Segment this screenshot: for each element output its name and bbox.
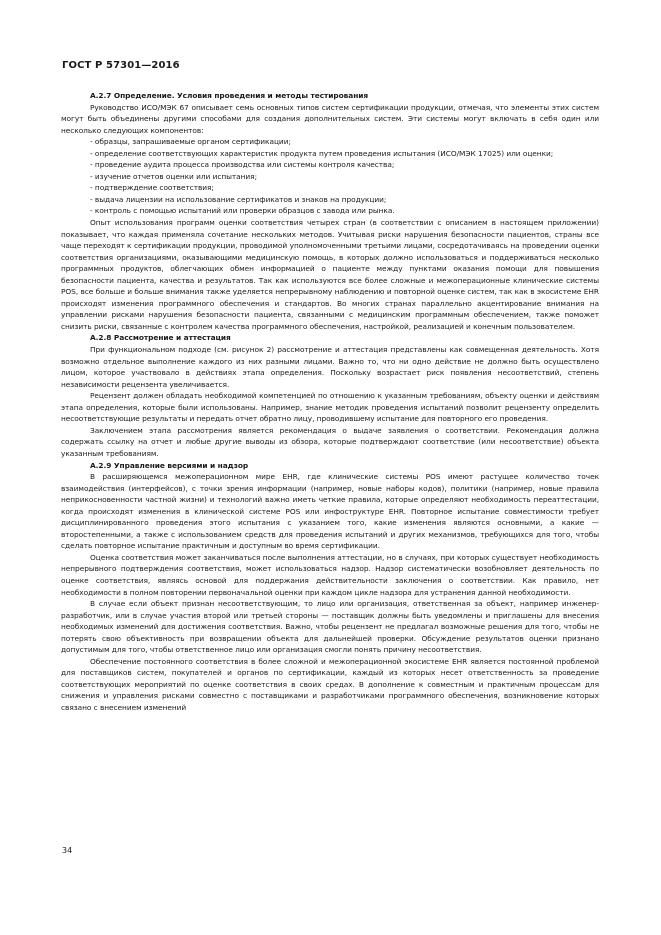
list-item: - контроль с помощью испытаний или проверки образцов с завода или рынка. [90, 206, 395, 216]
paragraph: Заключением этапа рассмотрения является рекомендация о выдаче заявления о соответствии. Рекомендация должна содержать ссылку на отчет и любые другие выводы из обзора, которые подтверждают соответствие (или несоответствие) объекта указанным требованиям. [61, 425, 599, 458]
paragraph: Руководство ИСО/МЭК 67 описывает семь основных типов систем сертификации продукции, отмечая, что элементы этих систем могут быть объединены другими способами для создания дополнительных систем. Эти системы могут включать в себя один или несколько следующих компонентов: [61, 102, 599, 135]
paragraph: В расширяющемся межоперационном мире EHR, где клинические системы POS имеют растущее количество точек взаимодействия (интерфейсов), с точки зрения информации (например, новые наборы кодов), политики (например, новые правила неприкосновенности частной жизни) и технологий важно иметь четкие правила, которые определяют необходимость переаттестации, когда происходят изменения в клинической системе POS или инфоструктуре EHR. Повторное испытание совместимости требует дисциплинированного проведения этого испытания с указанием того, какие изменения являются основными, а какие — второстепенными, а также с использованием средств для проведения испытаний и других механизмов, требующихся для того, чтобы сделать повторное испытание практичным и доступным во время сертификации. [61, 472, 599, 551]
paragraph: Опыт использования программ оценки соответствия четырех стран (в соответствии с описанием в настоящем приложении) показывает, что каждая применяла сочетание нескольких методов. Учитывая риски нарушения безопасности пациентов, страны все чаще переходят к сертификации продукции, проводимой уполномоченными третьими лицами, сосредотачиваясь на проведении оценки соответствия организациями, оказывающими медицинскую помощь, в которых должно использоваться и поддерживаться несколько программных продуктов, облегчающих обмен информацией о пациенте между пунктами оказания помощи для повышения безопасности пациента, качества и результатов. Так как используются все более сложные и межоперационные клинические системы POS, все больше и больше внимания также уделяется непрерывному наблюдению и повторной оценке систем, так как в экосистеме EHR происходят изменения программного обеспечения и стандартов. Во многих странах параллельно акцентирование внимания на управлении рисками нарушения безопасности пациента, связанными с медицинским программным обеспечением, также поможет снизить риски, связанные с контролем качества программного обеспечения, настройкой, реализацией и конечным пользователем. [61, 218, 599, 331]
document-body [61, 90, 599, 714]
page-number: 34 [62, 846, 73, 855]
section-heading: А.2.8 Рассмотрение и аттестация [90, 333, 231, 343]
paragraph: При функциональном подходе (см. рисунок 2) рассмотрение и аттестация представлены как совмещенная деятельность. Хотя возможно отдельное выполнение каждого из них разными лицами. Важно то, что ни одно действие не должно быть осуществлено лицом, которое участвовало в действиях этапа определения. Поскольку возрастает риск появления несоответствий, степень независимости рецензента увеличивается. [61, 345, 599, 389]
paragraph: Рецензент должен обладать необходимой компетенцией по отношению к указанным требованиям, объекту оценки и действиям этапа определения, которые были использованы. Например, знание методик проведения испытаний позволит рецензенту определить несоответствующие результаты и передать отчет обратно лицу, проводившему испытание для повторного его проведения. [61, 391, 599, 424]
list-item: - выдача лицензии на использование сертификатов и знаков на продукции; [90, 194, 387, 204]
list-item: - подтверждение соответствия; [90, 183, 214, 193]
list-item: - проведение аудита процесса производства или системы контроля качества; [90, 160, 395, 170]
document-header: ГОСТ Р 57301—2016 [62, 60, 180, 71]
list-item: - изучение отчетов оценки или испытания; [90, 171, 258, 181]
section-heading: А.2.9 Управление версиями и надзор [90, 460, 249, 470]
list-item: - образцы, запрашиваемые органом сертификации; [90, 137, 291, 147]
list-item: - определение соответствующих характеристик продукта путем проведения испытания (ИСО/МЭК 17025) или оценки; [90, 148, 554, 158]
paragraph: В случае если объект признан несоответствующим, то лицо или организация, ответственная за объект, например инженер-разработчик, или в случае участия второй или третьей стороны — поставщик должны быть уведомлены и приглашены для внесения необходимых изменений для достижения соответствия. Важно, чтобы рецензент не предлагал возможные решения для того, чтобы не потерять свою объективность при возвращении объекта для дальнейшей проверки. Обсуждение результатов оценки признано допустимым для того, чтобы ответственное лицо или организация смогли понять причину несоответствия. [61, 599, 599, 655]
section-heading: А.2.7 Определение. Условия проведения и методы тестирования [90, 91, 369, 100]
paragraph: Оценка соответствия может заканчиваться после выполнения аттестации, но в случаях, при которых существует необходимость непрерывного подтверждения соответствия, может использоваться надзор. Надзор систематически возобновляет деятельность по оценке соответствия, являясь основой для поддержания действительности заключения о соответствии. Как правило, нет необходимости в полном повторении первоначальной оценки при каждом цикле надзора для устранения данной необходимости. [61, 552, 599, 597]
paragraph: Обеспечение постоянного соответствия в более сложной и межоперационной экосистеме EHR является постоянной проблемой для поставщиков систем, покупателей и органов по сертификации, каждый из которых несет ответственность за проведение соответствующих мероприятий по оценке соответствия в своих средах. В дополнение к совместным и практичным процессам для снижения и управления рисками совместно с поставщиками и разработчиками программного обеспечения, возникновение которых связано с внесением изменений [61, 656, 599, 712]
